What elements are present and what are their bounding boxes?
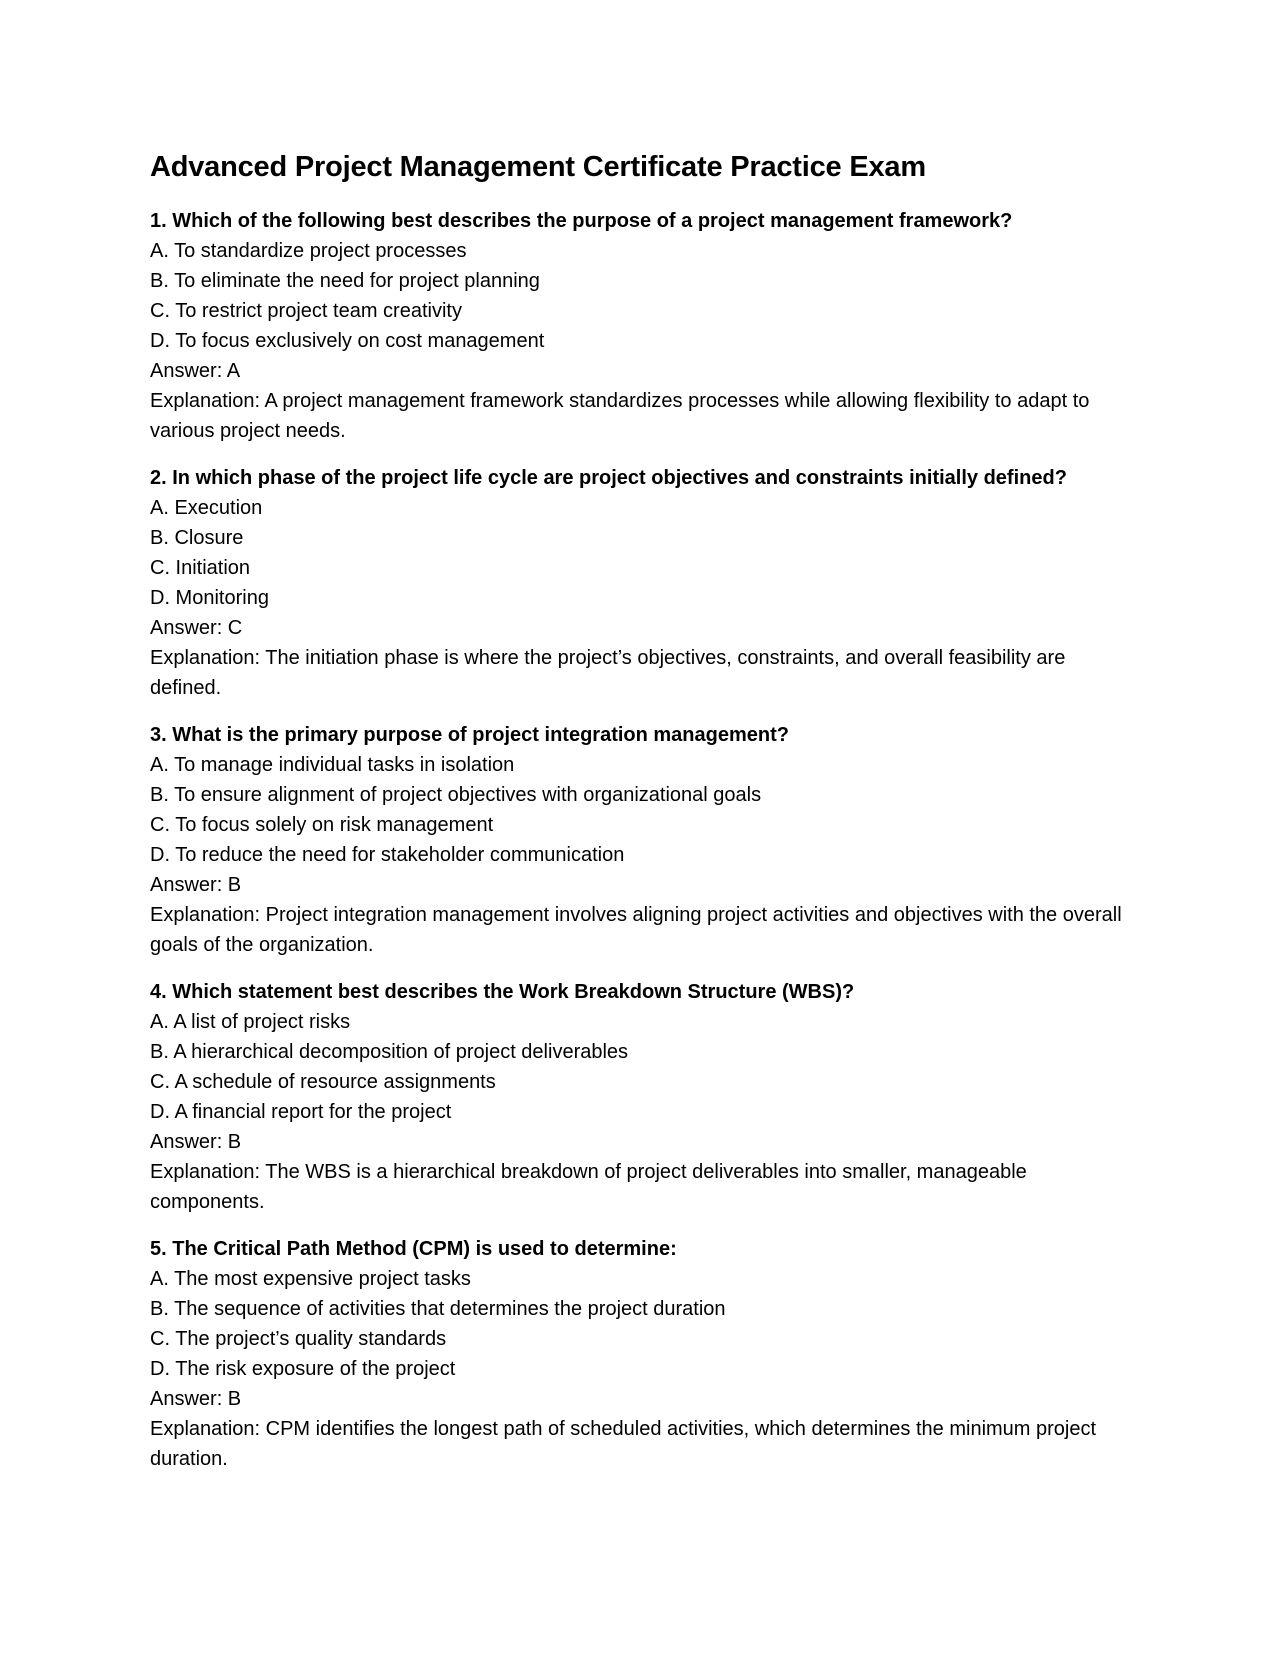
question-text: 1. Which of the following best describes the purpose of a project management framework?: [150, 210, 1013, 232]
question-text: 2. In which phase of the project life cycle are project objectives and constraints initially defined?: [150, 467, 1067, 489]
option-a: A. The most expensive project tasks: [150, 1268, 471, 1290]
option-a: A. To manage individual tasks in isolation: [150, 754, 515, 776]
answer: Answer: B: [150, 1388, 242, 1410]
option-b: B. The sequence of activities that determines the project duration: [150, 1298, 726, 1320]
option-b: B. A hierarchical decomposition of project deliverables: [150, 1041, 629, 1063]
answer: Answer: A: [150, 360, 241, 382]
option-b: B. To ensure alignment of project objectives with organizational goals: [150, 784, 762, 806]
option-c: C. To restrict project team creativity: [150, 300, 462, 322]
explanation: Explanation: A project management framework standardizes processes while allowing flexibility to adapt to various project needs.: [150, 390, 1090, 442]
question-block-3: [150, 720, 1140, 960]
document-page: [150, 148, 1140, 1491]
option-a: A. To standardize project processes: [150, 240, 467, 262]
option-c: C. To focus solely on risk management: [150, 814, 494, 836]
option-d: D. To focus exclusively on cost management: [150, 330, 545, 352]
question-block-5: [150, 1234, 1140, 1474]
option-c: C. Initiation: [150, 557, 251, 579]
question-block-4: [150, 977, 1140, 1217]
option-d: D. A financial report for the project: [150, 1101, 452, 1123]
explanation: Explanation: The initiation phase is where the project’s objectives, constraints, and overall feasibility are defined.: [150, 647, 1066, 699]
answer: Answer: B: [150, 1131, 242, 1153]
option-a: A. Execution: [150, 497, 263, 519]
option-d: D. Monitoring: [150, 587, 269, 609]
option-c: C. The project’s quality standards: [150, 1328, 447, 1350]
option-b: B. To eliminate the need for project planning: [150, 270, 540, 292]
explanation: Explanation: Project integration management involves aligning project activities and objectives with the overall goals of the organization.: [150, 904, 1122, 956]
question-text: 3. What is the primary purpose of project integration management?: [150, 724, 789, 746]
answer: Answer: C: [150, 617, 243, 639]
page-title: Advanced Project Management Certificate Practice Exam: [150, 151, 926, 183]
explanation: Explanation: The WBS is a hierarchical breakdown of project deliverables into smaller, manageable components.: [150, 1161, 1027, 1213]
explanation: Explanation: CPM identifies the longest path of scheduled activities, which determines the minimum project duration.: [150, 1418, 1097, 1470]
option-a: A. A list of project risks: [150, 1011, 351, 1033]
question-text: 5. The Critical Path Method (CPM) is used to determine:: [150, 1238, 677, 1260]
question-block-2: [150, 463, 1140, 703]
option-b: B. Closure: [150, 527, 244, 549]
option-c: C. A schedule of resource assignments: [150, 1071, 496, 1093]
question-block-1: [150, 206, 1140, 446]
option-d: D. To reduce the need for stakeholder communication: [150, 844, 625, 866]
answer: Answer: B: [150, 874, 242, 896]
option-d: D. The risk exposure of the project: [150, 1358, 456, 1380]
question-text: 4. Which statement best describes the Work Breakdown Structure (WBS)?: [150, 981, 855, 1003]
